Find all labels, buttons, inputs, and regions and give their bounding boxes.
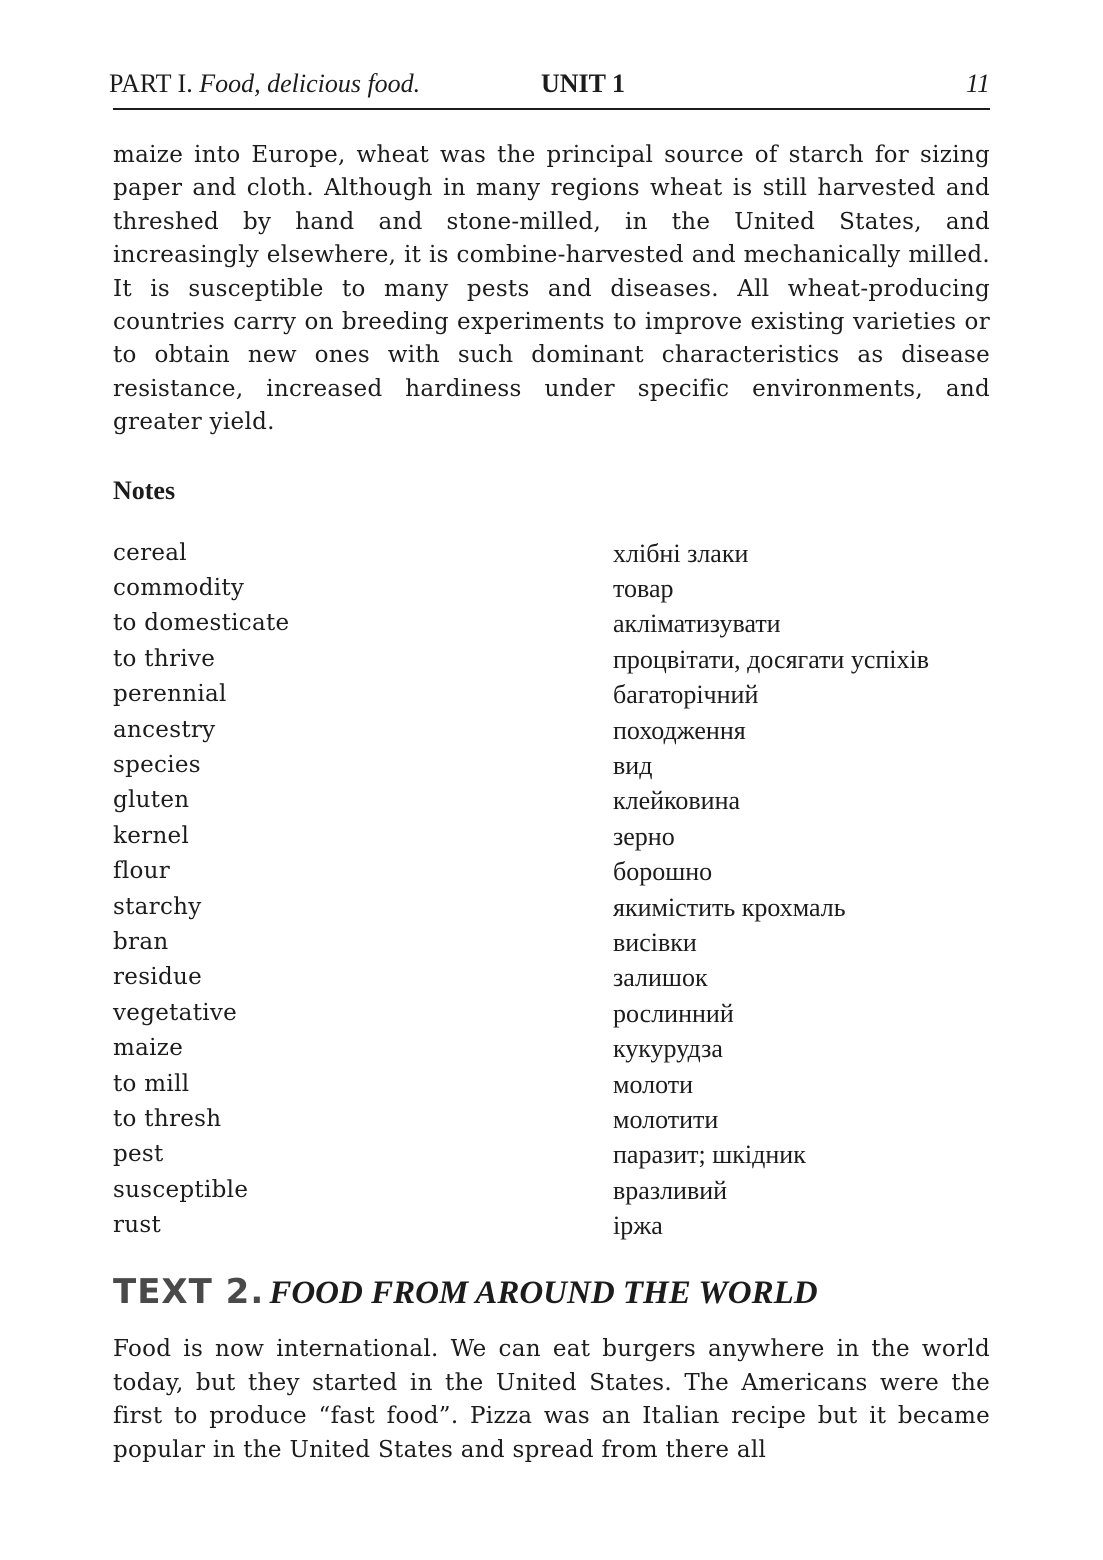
note-row bbox=[113, 1031, 990, 1066]
note-term: to thresh bbox=[113, 1105, 222, 1132]
note-translation: клейковина bbox=[613, 786, 741, 816]
book-page bbox=[109, 60, 990, 1467]
body-paragraph: maize into Europe, wheat was the principal source of starch for sizing paper and cloth. Although in many regions wheat is still harvested and threshed by hand and stone-milled, in the United States, and increasingly elsewhere, it is combine-harvested and mechanically milled. It is susceptible to many pests and diseases. All wheat-producing countries carry on breeding experiments to improve existing varieties or to obtain new ones with such dominant characteristics as disease resistance, increased hardiness under specific environments, and greater yield. bbox=[113, 142, 990, 436]
note-row bbox=[113, 1102, 990, 1137]
note-translation: вид bbox=[613, 751, 653, 780]
note-row bbox=[113, 1137, 990, 1172]
note-term: flour bbox=[113, 858, 171, 885]
note-translation: рослинний bbox=[613, 998, 734, 1028]
notes-heading: Notes bbox=[113, 475, 176, 505]
note-row bbox=[113, 1067, 990, 1102]
note-term: perennial bbox=[113, 681, 227, 708]
note-translation: залишок bbox=[613, 963, 708, 993]
note-row bbox=[113, 748, 990, 783]
unit-label: UNIT 1 bbox=[541, 69, 626, 98]
running-header bbox=[109, 60, 990, 110]
note-translation: висівки bbox=[613, 927, 697, 957]
note-translation: зерно bbox=[613, 821, 675, 851]
note-row bbox=[113, 996, 990, 1031]
note-row bbox=[113, 783, 990, 818]
note-row bbox=[113, 890, 990, 925]
part-title: Food, delicious food. bbox=[199, 69, 421, 98]
part-label bbox=[109, 60, 420, 108]
note-translation: акліматизувати bbox=[613, 609, 781, 639]
note-translation: походження bbox=[613, 715, 746, 745]
note-term: susceptible bbox=[113, 1176, 249, 1203]
note-translation: якимістить крохмаль bbox=[613, 892, 846, 922]
section-title: FOOD FROM AROUND THE WORLD bbox=[269, 1275, 818, 1312]
note-term: bran bbox=[113, 928, 169, 955]
note-term: to mill bbox=[113, 1070, 190, 1097]
note-term: commodity bbox=[113, 575, 245, 602]
note-translation: молоти bbox=[613, 1069, 694, 1099]
notes-list bbox=[113, 536, 990, 1244]
note-row bbox=[113, 1208, 990, 1243]
note-row bbox=[113, 819, 990, 854]
note-term: cereal bbox=[113, 539, 187, 566]
note-row bbox=[113, 925, 990, 960]
note-translation: багаторічний bbox=[613, 680, 759, 710]
page-number: 11 bbox=[965, 69, 990, 98]
note-translation: товар bbox=[613, 574, 674, 604]
note-term: to thrive bbox=[113, 645, 216, 672]
note-row bbox=[113, 1173, 990, 1208]
note-term: starchy bbox=[113, 893, 202, 920]
note-term: species bbox=[113, 752, 201, 778]
note-term: ancestry bbox=[113, 716, 216, 743]
note-row bbox=[113, 854, 990, 889]
note-term: rust bbox=[113, 1212, 162, 1239]
note-translation: процвітати, досягати успіхів bbox=[613, 644, 930, 674]
note-translation: борошно bbox=[613, 857, 713, 887]
note-translation: молотити bbox=[613, 1104, 719, 1134]
note-row bbox=[113, 606, 990, 641]
note-term: maize bbox=[113, 1035, 184, 1062]
note-term: residue bbox=[113, 964, 203, 991]
note-row bbox=[113, 571, 990, 606]
section-label: TEXT 2. bbox=[113, 1272, 265, 1313]
note-term: pest bbox=[113, 1141, 164, 1168]
note-term: vegetative bbox=[113, 999, 238, 1026]
note-term: to domesticate bbox=[113, 610, 290, 637]
note-term: kernel bbox=[113, 822, 190, 849]
note-translation: хлібні злаки bbox=[613, 538, 749, 568]
note-row bbox=[113, 960, 990, 995]
section-heading bbox=[113, 1263, 990, 1321]
note-translation: вразливий bbox=[613, 1175, 728, 1205]
note-translation: іржа bbox=[613, 1211, 663, 1241]
note-row bbox=[113, 677, 990, 712]
note-row bbox=[113, 642, 990, 677]
part-number: PART I. bbox=[109, 69, 193, 98]
note-translation: кукурудза bbox=[613, 1034, 723, 1064]
note-row bbox=[113, 713, 990, 748]
note-term: gluten bbox=[113, 787, 190, 814]
note-row bbox=[113, 536, 990, 571]
section-paragraph: Food is now international. We can eat burgers anywhere in the world today, but they started in the United States. The Americans were the first to produce “fast food”. Pizza was an Italian recipe but it became popular in the United States and spread from there all bbox=[113, 1336, 990, 1463]
note-translation: паразит; шкідник bbox=[613, 1140, 806, 1170]
